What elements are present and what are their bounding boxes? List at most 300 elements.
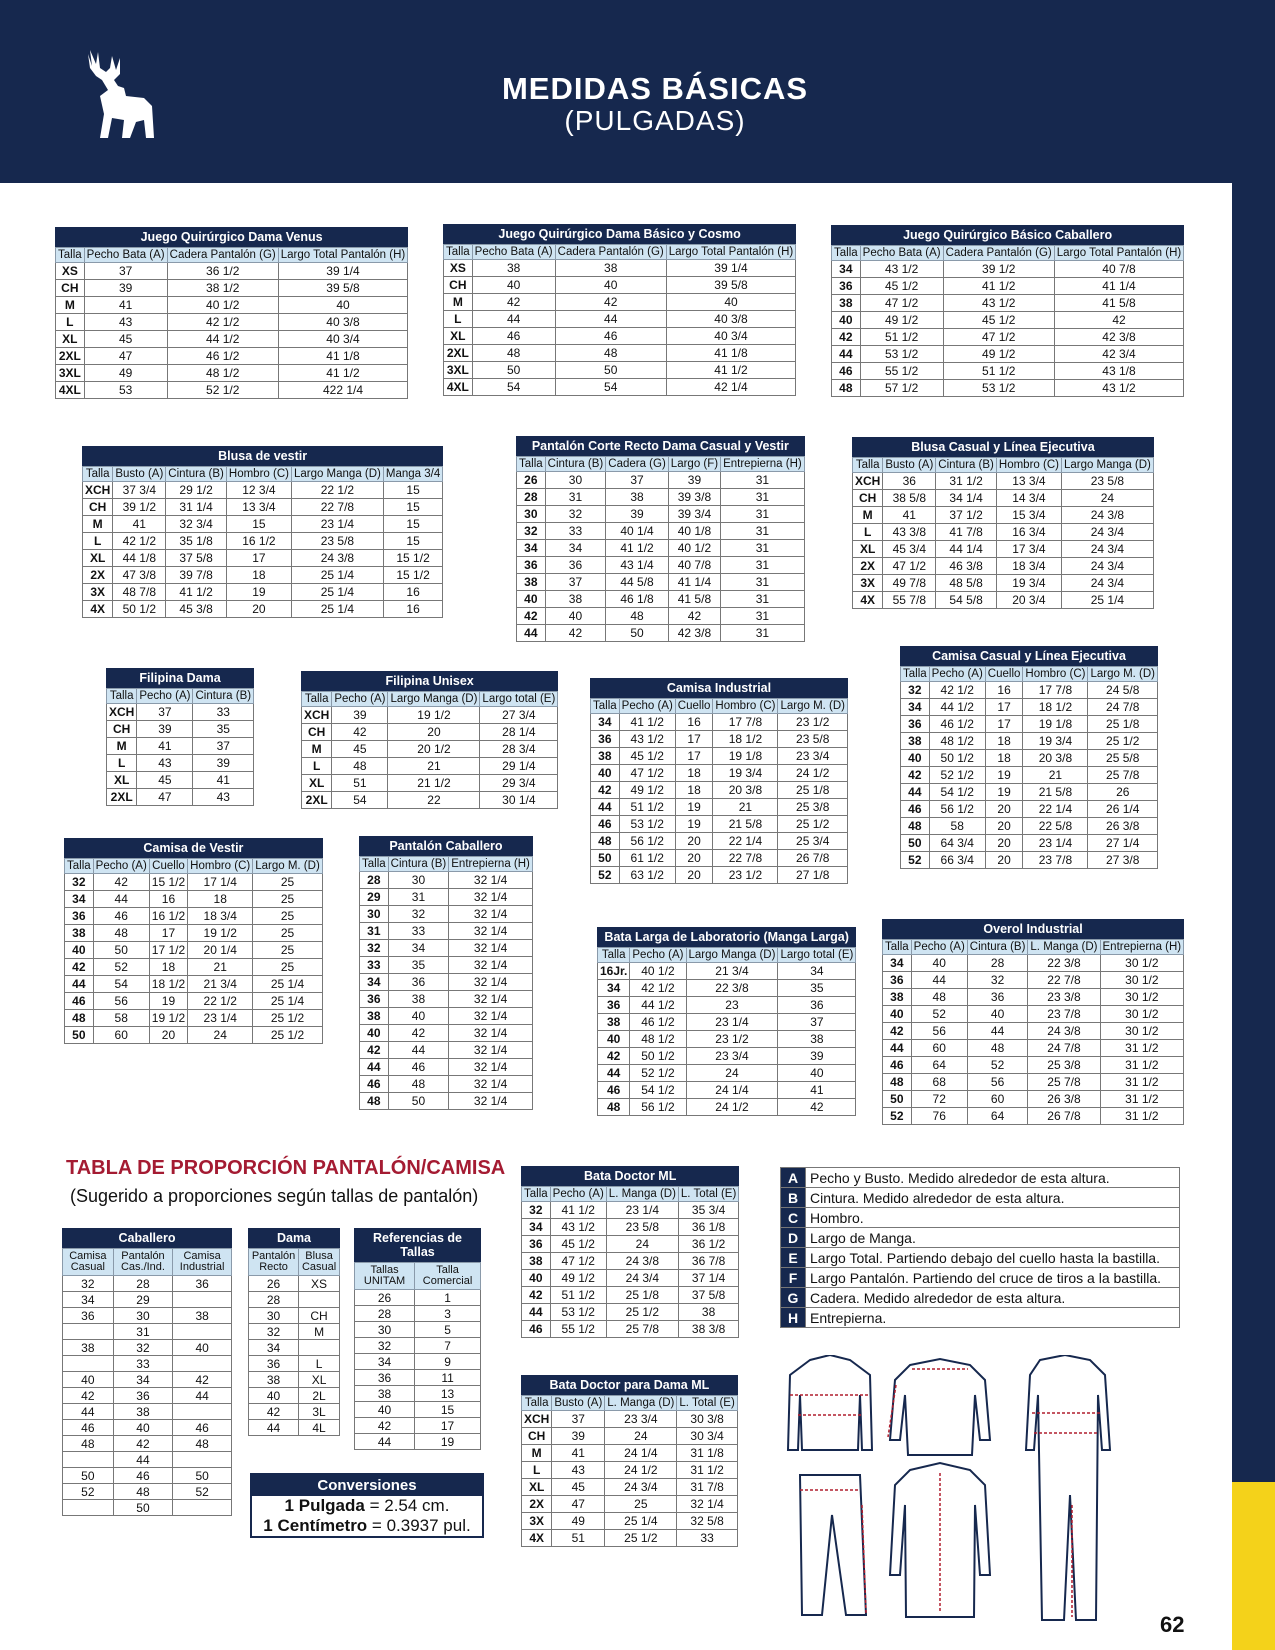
table-row — [522, 1411, 738, 1428]
table-row — [107, 789, 254, 806]
table-cell: 55 1/2 — [860, 363, 943, 380]
column-header: Largo M. (D) — [778, 699, 848, 714]
table-cell: 31 1/4 — [166, 499, 227, 516]
column-header: Hombro (C) — [713, 699, 778, 714]
table-row — [522, 1321, 739, 1338]
table-row — [517, 608, 805, 625]
table-row — [360, 906, 533, 923]
table-row — [63, 1324, 232, 1340]
column-header: Talla — [302, 692, 332, 707]
column-header: Pecho (A) — [550, 1187, 606, 1202]
table-cell — [63, 1500, 114, 1516]
table-cell: 36 — [545, 557, 606, 574]
shirt-back-icon — [890, 1359, 990, 1455]
table-cell: 41 1/4 — [668, 574, 720, 591]
table-row — [56, 331, 408, 348]
table-cell: 46 — [598, 1082, 630, 1099]
table-cell: 42 — [360, 1042, 389, 1059]
table-cell: 64 3/4 — [929, 835, 985, 852]
table-cell: 56 1/2 — [630, 1099, 686, 1116]
table-row — [853, 558, 1154, 575]
table-cell: 20 — [675, 850, 713, 867]
table-cell: 50 — [883, 1091, 912, 1108]
table-cell: 52 1/2 — [630, 1065, 686, 1082]
table-cell: 15 — [383, 533, 442, 550]
table-cell: 42 — [522, 1287, 551, 1304]
table-cell: 42 — [555, 294, 666, 311]
table-cell: 31 1/2 — [1100, 1040, 1184, 1057]
table-row — [360, 940, 533, 957]
table-cell: 15 1/2 — [383, 550, 442, 567]
table-cell: 26 7/8 — [778, 850, 848, 867]
table-cell: 19 3/4 — [1023, 733, 1088, 750]
table-row — [901, 801, 1158, 818]
column-header: Pecho Bata (A) — [472, 245, 555, 260]
table-row — [249, 1276, 340, 1292]
table-cell: 42 1/2 — [113, 533, 166, 550]
table-row — [522, 1236, 739, 1253]
table-cell: 34 — [598, 980, 630, 997]
column-header: Hombro (C) — [226, 467, 291, 482]
table-row — [522, 1202, 739, 1219]
legend-text: Entrepierna. — [806, 1308, 1180, 1328]
table-cell: 25 1/4 — [291, 567, 383, 584]
table-cell: 34 — [901, 699, 930, 716]
table-row — [901, 818, 1158, 835]
table-cell: CH — [444, 277, 473, 294]
page-title — [420, 72, 890, 136]
table-cell: 42 — [472, 294, 555, 311]
table-cell: 15 — [383, 516, 442, 533]
table-row — [883, 955, 1184, 972]
table-row — [901, 682, 1158, 699]
table-row — [522, 1496, 738, 1513]
table-row — [522, 1428, 738, 1445]
table-cell — [63, 1324, 114, 1340]
table-cell: 32 1/4 — [449, 1008, 533, 1025]
table-row — [901, 716, 1158, 733]
column-header: Busto (A) — [883, 458, 936, 473]
table-title: Bata Doctor ML — [521, 1166, 739, 1186]
table-cell: 23 1/4 — [686, 1014, 778, 1031]
table-cell: 38 — [355, 1386, 415, 1402]
table-cell: 46 — [555, 328, 666, 345]
table-cell: 51 1/2 — [550, 1287, 606, 1304]
table-row — [444, 277, 796, 294]
table-cell: XCH — [522, 1411, 552, 1428]
column-header: Pecho Bata (A) — [84, 248, 167, 263]
table-cell: 23 3/4 — [605, 1411, 677, 1428]
table-cell: 40 3/4 — [666, 328, 795, 345]
table-row — [249, 1324, 340, 1340]
table-cell: 48 — [591, 833, 620, 850]
table-row — [517, 591, 805, 608]
table-cell: 34 — [113, 1372, 173, 1388]
table-cell: 19 — [149, 993, 187, 1010]
table-cell: 2L — [299, 1388, 340, 1404]
table-cell: 54 — [555, 379, 666, 396]
table-cell: 38 — [555, 260, 666, 277]
table-cell: 52 — [591, 867, 620, 884]
table-cell: 18 3/4 — [996, 558, 1061, 575]
table-row — [901, 835, 1158, 852]
table-cell: 25 7/8 — [606, 1321, 678, 1338]
table-cell — [173, 1500, 232, 1516]
table-row — [63, 1468, 232, 1484]
table-row — [360, 957, 533, 974]
table-cell: 41 — [113, 516, 166, 533]
table-cell: XL — [302, 775, 332, 792]
size-table — [301, 671, 558, 809]
table-cell: 51 — [552, 1530, 605, 1547]
table-cell: 40 — [517, 591, 546, 608]
table-cell: 40 1/2 — [668, 540, 720, 557]
deer-logo-icon — [80, 46, 160, 146]
table-cell: 58 — [929, 818, 985, 835]
table-cell: 3X — [853, 575, 883, 592]
table-cell: 36 — [65, 908, 94, 925]
table-cell: 41 1/2 — [619, 714, 675, 731]
table-row — [83, 584, 443, 601]
table-cell: 40 — [901, 750, 930, 767]
shirt-front-icon — [788, 1355, 872, 1450]
table-cell: 22 — [388, 792, 480, 809]
table-row — [901, 699, 1158, 716]
column-header: Largo Total Pantalón (H) — [1054, 246, 1183, 261]
table-cell: 50 — [591, 850, 620, 867]
table-cell: 46 — [360, 1076, 389, 1093]
table-cell: 20 — [985, 801, 1023, 818]
table-cell: L — [83, 533, 113, 550]
table-cell: 20 — [675, 867, 713, 884]
column-header: Talla — [65, 859, 94, 874]
table-cell: 38 — [249, 1372, 299, 1388]
table-cell: 17 — [985, 716, 1023, 733]
table-row — [591, 799, 848, 816]
table-row — [56, 365, 408, 382]
table-cell: 24 5/8 — [1088, 682, 1158, 699]
table-cell: 24 — [1061, 490, 1153, 507]
legend-text: Largo Pantalón. Partiendo del cruce de tiros a la bastilla. — [806, 1268, 1180, 1288]
table-row — [65, 925, 323, 942]
table-row — [56, 297, 408, 314]
table-cell: 36 — [249, 1356, 299, 1372]
table-cell: 44 — [93, 891, 149, 908]
table-cell: 48 1/2 — [929, 733, 985, 750]
table-row — [83, 567, 443, 584]
table-cell: M — [302, 741, 332, 758]
table-cell: 48 — [360, 1093, 389, 1110]
table-cell: CH — [56, 280, 85, 297]
table-cell: 25 — [253, 908, 323, 925]
table-cell: 22 3/8 — [686, 980, 778, 997]
table-cell: 42 — [545, 625, 606, 642]
table-cell: 38 — [901, 733, 930, 750]
table-cell: 2X — [83, 567, 113, 584]
table-row — [598, 1048, 856, 1065]
table-row — [302, 758, 558, 775]
table-cell: 36 — [967, 989, 1028, 1006]
table-cell: 23 3/4 — [778, 748, 848, 765]
table-cell: 50 — [388, 1093, 449, 1110]
table-cell: 33 — [545, 523, 606, 540]
table-cell: 42 — [901, 767, 930, 784]
table-cell: 37 — [84, 263, 167, 280]
table-cell: 38 — [606, 489, 669, 506]
table-cell: 44 — [113, 1452, 173, 1468]
table-cell: 17 7/8 — [713, 714, 778, 731]
table-row — [517, 472, 805, 489]
table-cell: 38 3/8 — [678, 1321, 738, 1338]
table-cell: XL — [853, 541, 883, 558]
table-cell: 41 7/8 — [936, 524, 997, 541]
table-cell: 32 1/4 — [449, 872, 533, 889]
table-cell: 38 5/8 — [883, 490, 936, 507]
table-cell: 31 1/2 — [1100, 1091, 1184, 1108]
table-cell: 18 3/4 — [188, 908, 253, 925]
table-cell: 5 — [415, 1322, 481, 1338]
table-row — [832, 346, 1184, 363]
table-cell: 31 1/2 — [677, 1462, 737, 1479]
table-cell: 40 — [388, 1008, 449, 1025]
table-cell: 42 — [1054, 312, 1183, 329]
table-cell: 16 — [149, 891, 187, 908]
table-cell: 46 — [522, 1321, 551, 1338]
table-row — [249, 1292, 340, 1308]
legend-letter: D — [781, 1228, 806, 1248]
table-row — [65, 1027, 323, 1044]
table-cell: 40 — [545, 608, 606, 625]
table-cell: 40 — [778, 1065, 856, 1082]
column-header: Talla — [444, 245, 473, 260]
table-cell: 42 — [598, 1048, 630, 1065]
table-cell: 23 7/8 — [1023, 852, 1088, 869]
table-cell: 43 — [193, 789, 254, 806]
table-cell: 32 — [355, 1338, 415, 1354]
table-cell — [299, 1340, 340, 1356]
table-cell: 53 1/2 — [550, 1304, 606, 1321]
table-cell: 50 — [606, 625, 669, 642]
table-row — [63, 1340, 232, 1356]
table-cell: 20 — [985, 818, 1023, 835]
table-cell: 20 3/8 — [713, 782, 778, 799]
table-cell: 18 — [188, 891, 253, 908]
proportion-caballero-table — [62, 1228, 232, 1516]
legend-text: Largo Total. Partiendo debajo del cuello hasta la bastilla. — [806, 1248, 1180, 1268]
column-header: Talla — [517, 457, 546, 472]
table-cell: 17 — [226, 550, 291, 567]
legend-letter: G — [781, 1288, 806, 1308]
table-row — [65, 959, 323, 976]
table-row — [83, 550, 443, 567]
table-cell: 42 — [388, 1025, 449, 1042]
table-cell: 42 3/4 — [1054, 346, 1183, 363]
table-row — [591, 748, 848, 765]
table-cell: XS — [444, 260, 473, 277]
table-cell: 41 — [84, 297, 167, 314]
table-cell: 41 1/8 — [278, 348, 407, 365]
table-row — [853, 541, 1154, 558]
table-cell: XL — [56, 331, 85, 348]
table-cell: 60 — [93, 1027, 149, 1044]
size-table — [443, 224, 796, 396]
table-title: Dama — [248, 1228, 340, 1248]
table-cell: 56 1/2 — [929, 801, 985, 818]
column-header: L. Total (E) — [678, 1187, 738, 1202]
table-cell: 22 5/8 — [1023, 818, 1088, 835]
table-row — [522, 1219, 739, 1236]
table-cell: 25 3/8 — [778, 799, 848, 816]
table-cell: 27 1/4 — [1088, 835, 1158, 852]
legend-row — [781, 1208, 1180, 1228]
table-cell: 39 — [606, 506, 669, 523]
column-header: Busto (A) — [113, 467, 166, 482]
table-row — [63, 1436, 232, 1452]
table-cell: 26 3/8 — [1028, 1091, 1100, 1108]
table-cell — [63, 1356, 114, 1372]
table-cell: 46 — [883, 1057, 912, 1074]
table-cell: M — [522, 1445, 552, 1462]
table-cell: 51 1/2 — [860, 329, 943, 346]
column-header: Cadera Pantalón (G) — [167, 248, 278, 263]
table-cell: 39 — [778, 1048, 856, 1065]
table-row — [83, 533, 443, 550]
table-cell: XL — [299, 1372, 340, 1388]
table-cell: 54 — [332, 792, 388, 809]
table-cell: 56 — [93, 993, 149, 1010]
column-header: Talla — [56, 248, 85, 263]
table-cell: 41 — [883, 507, 936, 524]
table-cell: 47 1/2 — [550, 1253, 606, 1270]
table-cell: 32 5/8 — [677, 1513, 737, 1530]
table-cell: 39 7/8 — [166, 567, 227, 584]
table-cell: 36 — [598, 997, 630, 1014]
table-cell: 40 — [472, 277, 555, 294]
table-row — [56, 314, 408, 331]
table-cell: 29 — [113, 1292, 173, 1308]
table-cell: 21 1/2 — [388, 775, 480, 792]
table-title: Juego Quirúrgico Dama Básico y Cosmo — [443, 224, 796, 244]
table-cell: 32 1/4 — [449, 1042, 533, 1059]
table-row — [355, 1418, 481, 1434]
table-cell: 20 — [675, 833, 713, 850]
column-header: Manga 3/4 — [383, 467, 442, 482]
table-cell: CH — [853, 490, 883, 507]
column-header: Cintura (B) — [936, 458, 997, 473]
table-cell: XS — [56, 263, 85, 280]
table-title: Juego Quirúrgico Básico Caballero — [831, 225, 1184, 245]
table-cell: 13 3/4 — [226, 499, 291, 516]
table-cell: 49 1/2 — [943, 346, 1054, 363]
table-cell: 34 — [249, 1340, 299, 1356]
column-header: Talla — [832, 246, 861, 261]
table-cell: 34 — [517, 540, 546, 557]
table-cell: 44 5/8 — [606, 574, 669, 591]
table-cell: 15 1/2 — [383, 567, 442, 584]
table-cell: 50 — [173, 1468, 232, 1484]
table-cell: 36 — [883, 473, 936, 490]
table-cell: 32 1/4 — [449, 991, 533, 1008]
table-title: Pantalón Corte Recto Dama Casual y Vestir — [516, 436, 805, 456]
table-cell: 34 — [832, 261, 861, 278]
table-cell: 25 1/2 — [253, 1010, 323, 1027]
table-cell: 54 5/8 — [936, 592, 997, 609]
table-row — [63, 1420, 232, 1436]
table-cell: M — [56, 297, 85, 314]
table-cell: 25 1/4 — [605, 1513, 677, 1530]
table-cell: 422 1/4 — [278, 382, 407, 399]
table-cell: 38 — [591, 748, 620, 765]
table-cell: 24 1/4 — [686, 1082, 778, 1099]
table-cell: 22 1/2 — [291, 482, 383, 499]
column-header: Cintura (B) — [545, 457, 606, 472]
table-cell: 36 — [173, 1276, 232, 1292]
table-cell: 44 — [911, 972, 967, 989]
column-header: Cadera (G) — [606, 457, 669, 472]
table-cell: 44 — [472, 311, 555, 328]
table-cell: 44 — [901, 784, 930, 801]
table-row — [901, 733, 1158, 750]
table-cell: 31 — [721, 523, 805, 540]
table-cell: 18 — [675, 782, 713, 799]
table-cell: 60 — [967, 1091, 1028, 1108]
table-row — [63, 1452, 232, 1468]
table-cell: 39 — [84, 280, 167, 297]
table-cell: 64 — [911, 1057, 967, 1074]
table-row — [883, 1074, 1184, 1091]
table-cell: 2X — [853, 558, 883, 575]
table-cell: 40 — [278, 297, 407, 314]
table-cell: 32 1/4 — [449, 1059, 533, 1076]
column-header: Entrepierna (H) — [721, 457, 805, 472]
table-row — [444, 345, 796, 362]
table-row — [444, 260, 796, 277]
table-row — [517, 557, 805, 574]
table-cell: 52 — [93, 959, 149, 976]
table-row — [360, 991, 533, 1008]
table-row — [355, 1354, 481, 1370]
column-header: Talla — [883, 940, 912, 955]
table-row — [853, 524, 1154, 541]
column-header: Pantalón Cas./Ind. — [113, 1249, 173, 1276]
table-cell: 37 1/2 — [936, 507, 997, 524]
table-cell: 25 1/8 — [1088, 716, 1158, 733]
table-row — [249, 1372, 340, 1388]
table-cell: 46 — [113, 1468, 173, 1484]
table-row — [360, 872, 533, 889]
table-cell: 54 1/2 — [630, 1082, 686, 1099]
table-row — [517, 523, 805, 540]
table-cell: 54 — [93, 976, 149, 993]
table-cell: 44 1/4 — [936, 541, 997, 558]
table-cell: 49 1/2 — [860, 312, 943, 329]
table-cell: 29 1/4 — [480, 758, 558, 775]
table-cell: 42 — [832, 329, 861, 346]
table-cell: 39 1/4 — [666, 260, 795, 277]
table-row — [832, 278, 1184, 295]
table-row — [444, 379, 796, 396]
table-cell: 25 1/4 — [291, 584, 383, 601]
table-row — [83, 499, 443, 516]
table-cell: 38 — [63, 1340, 114, 1356]
table-row — [355, 1402, 481, 1418]
legend-text: Cintura. Medido alrededor de esta altura. — [806, 1188, 1180, 1208]
table-cell: 44 — [883, 1040, 912, 1057]
table-cell: 26 3/8 — [1088, 818, 1158, 835]
table-cell: 50 — [65, 1027, 94, 1044]
conversion-cm-value: = 0.3937 pul. — [367, 1516, 471, 1535]
column-header: Hombro (C) — [996, 458, 1061, 473]
